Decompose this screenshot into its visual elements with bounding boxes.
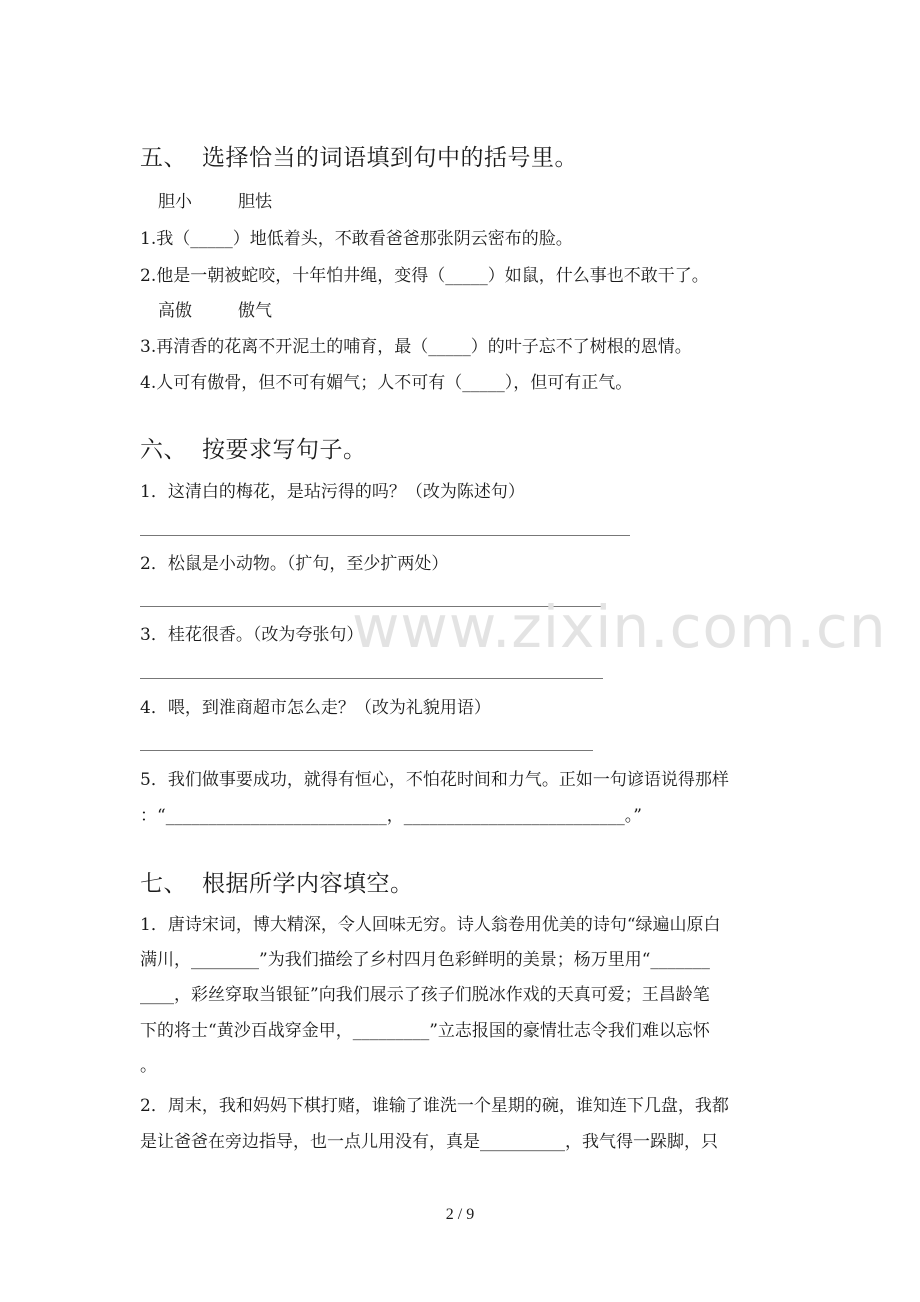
question-5-3: 3.再清香的花离不开泥土的哺育，最（_____）的叶子忘不了树根的恩情。 [140, 337, 692, 357]
question-6-3: 3．桂花很香。（改为夸张句） [140, 625, 364, 645]
section-5-heading [140, 147, 578, 170]
question-6-5-line-2: ：“__________________________，__________________________。” [140, 806, 642, 826]
word-option: 傲气 [238, 301, 272, 321]
section-6-title: 按要求写句子。 [202, 437, 367, 463]
question-5-1: 1.我（_____）地低着头，不敢看爸爸那张阴云密布的脸。 [140, 229, 573, 249]
section-7-title: 根据所学内容填空。 [202, 871, 414, 897]
question-7-1-line: 1．唐诗宋词，博大精深，令人回味无穷。诗人翁卷用优美的诗句“绿遍山原白 [140, 915, 721, 935]
question-5-2: 2.他是一朝被蛇咬，十年怕井绳，变得（_____）如鼠，什么事也不敢干了。 [140, 266, 709, 286]
question-6-1: 1．这清白的梅花，是玷污得的吗？（改为陈述句） [140, 482, 525, 502]
question-7-1-line: 满川，________”为我们描绘了乡村四月色彩鲜明的美景；杨万里用“_______ [140, 950, 710, 970]
word-options-2 [158, 303, 272, 320]
page-number: 2 / 9 [445, 1206, 475, 1223]
word-option: 胆小 [158, 192, 192, 212]
question-7-2-line: 2．周末，我和妈妈下棋打赌，谁输了谁洗一个星期的碗，谁知连下几盘，我都 [140, 1096, 729, 1116]
section-7-heading [140, 873, 414, 896]
section-5-title: 选择恰当的词语填到句中的括号里。 [202, 145, 578, 171]
question-7-1-line: ____，彩丝穿取当银钲”向我们展示了孩子们脱冰作戏的天真可爱；王昌龄笔 [140, 985, 710, 1005]
question-7-2-line: 是让爸爸在旁边指导，也一点儿用没有，真是__________，我气得一跺脚，只 [140, 1132, 718, 1152]
answer-line [140, 535, 630, 536]
question-6-2: 2．松鼠是小动物。（扩句，至少扩两处） [140, 554, 449, 574]
answer-line [140, 678, 603, 679]
question-6-4: 4．喂，到淮商超市怎么走？（改为礼貌用语） [140, 698, 491, 718]
section-7-number: 七、 [140, 871, 187, 897]
word-option: 胆怯 [238, 192, 272, 212]
question-5-4: 4.人可有傲骨，但不可有媚气；人不可有（_____），但可有正气。 [140, 373, 633, 393]
question-6-5-line-1: 5．我们做事要成功，就得有恒心，不怕花时间和力气。正如一句谚语说得那样 [140, 770, 729, 790]
section-6-number: 六、 [140, 437, 187, 463]
question-7-1-line: 。 [140, 1056, 157, 1076]
question-7-1-line: 下的将士“黄沙百战穿金甲，_________”立志报国的豪情壮志令我们难以忘怀 [140, 1021, 710, 1041]
section-5-number: 五、 [140, 145, 187, 171]
section-6-heading [140, 439, 367, 462]
word-option: 高傲 [158, 301, 192, 321]
word-options-1 [158, 194, 272, 211]
answer-line [140, 750, 593, 751]
watermark: www.zixin.com.cn [352, 593, 887, 661]
